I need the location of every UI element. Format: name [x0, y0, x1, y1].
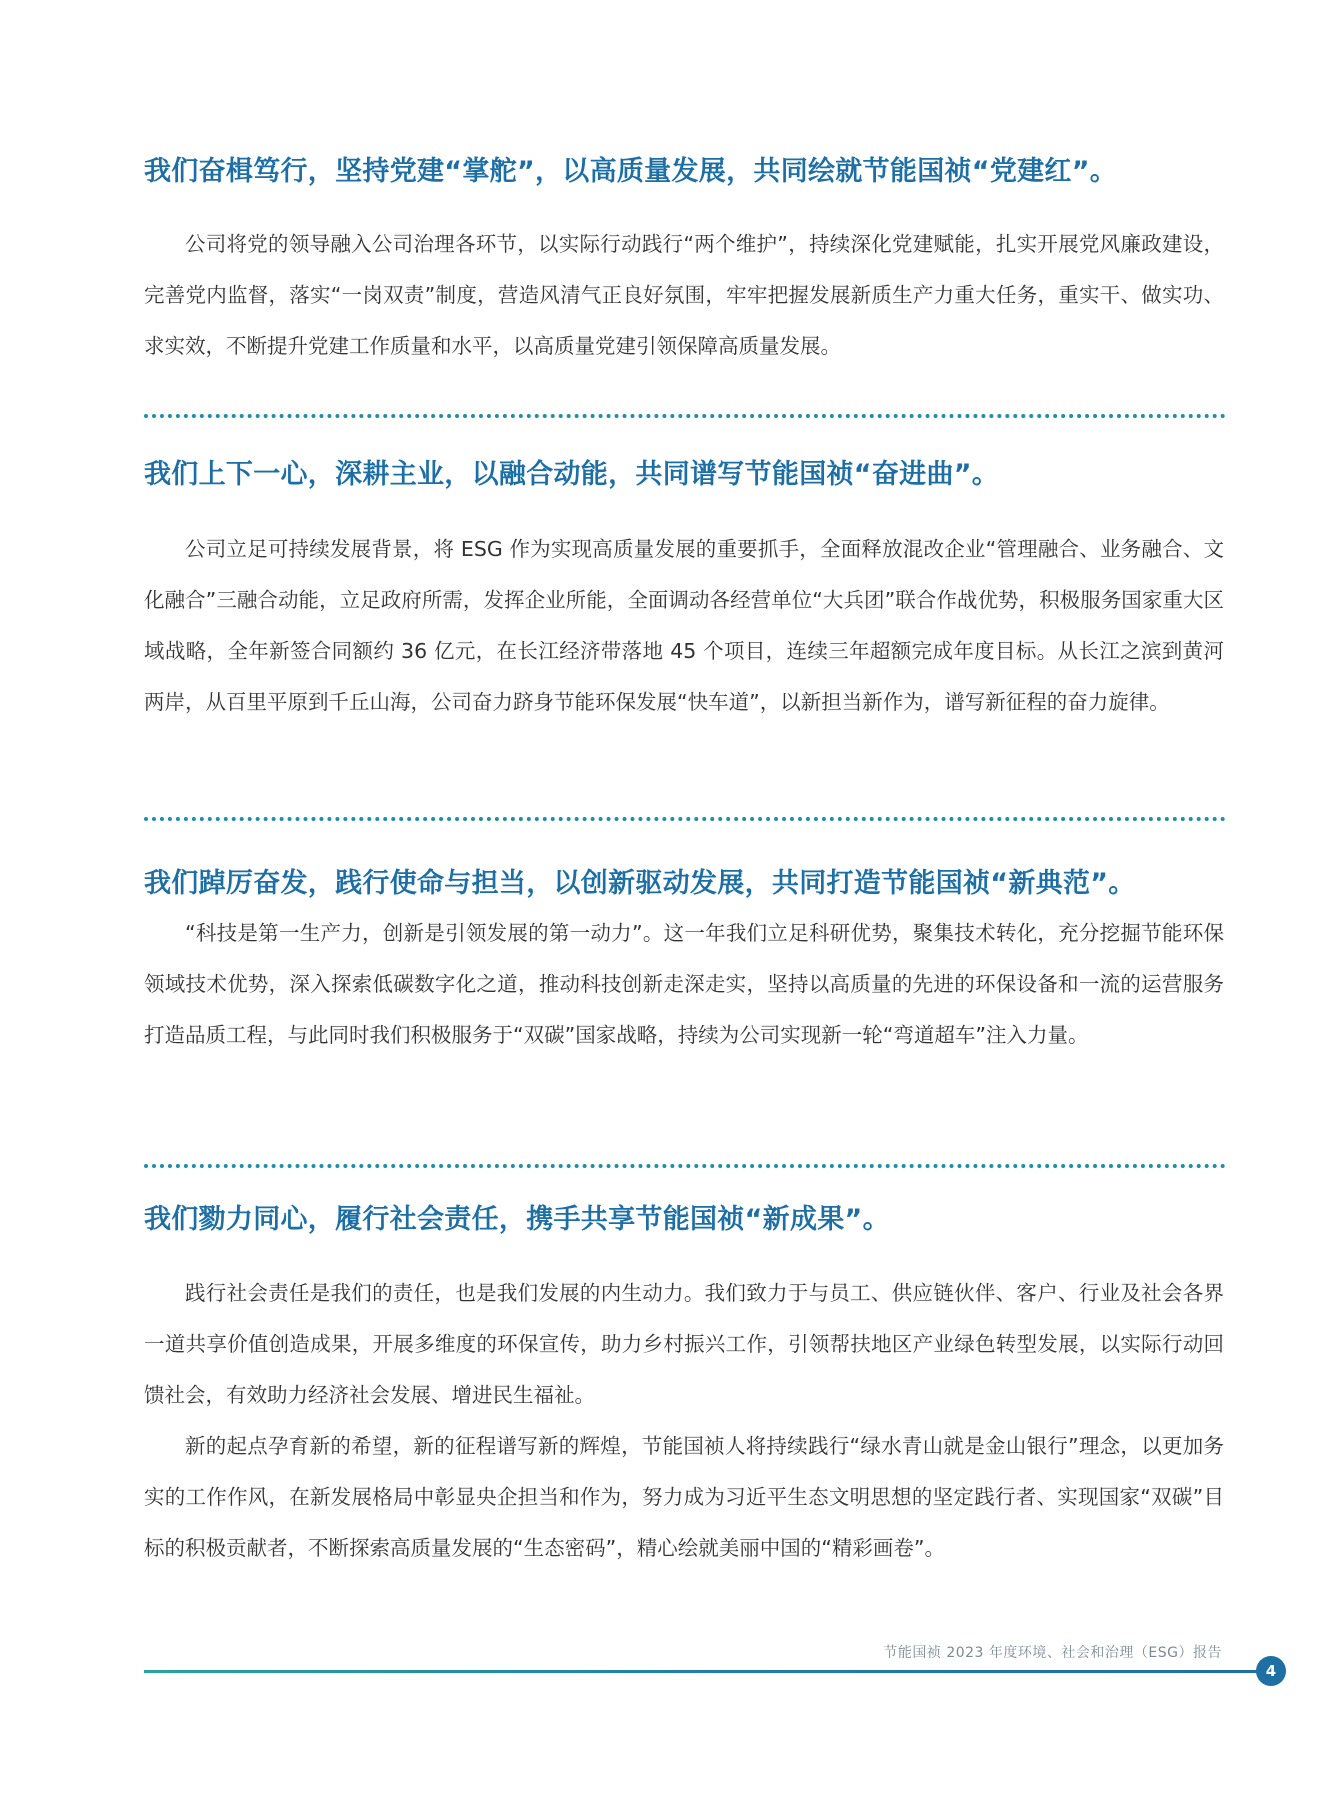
footer-rule: [144, 1670, 1264, 1673]
section-party-building: [144, 152, 1224, 372]
section-body: [144, 1268, 1224, 1574]
dotted-divider: [144, 817, 1226, 821]
paragraph: 公司将党的领导融入公司治理各环节，以实际行动践行“两个维护”，持续深化党建赋能，扎实开展党风廉政建设，完善党内监督，落实“一岗双责”制度，营造风清气正良好氛围，牢牢把握发展新质生产力重大任务，重实干、做实功、求实效，不断提升党建工作质量和水平，以高质量党建引领保障高质量发展。: [144, 232, 1224, 358]
paragraph: 践行社会责任是我们的责任，也是我们发展的内生动力。我们致力于与员工、供应链伙伴、客户、行业及社会各界一道共享价值创造成果，开展多维度的环保宣传，助力乡村振兴工作，引领帮扶地区产业绿色转型发展，以实际行动回馈社会，有效助力经济社会发展、增进民生福祉。: [144, 1281, 1224, 1407]
section-innovation: [144, 864, 1224, 1061]
section-heading: 我们踔厉奋发，践行使命与担当，以创新驱动发展，共同打造节能国祯“新典范”。: [144, 868, 1136, 899]
section-body: [144, 908, 1224, 1061]
section-social-responsibility: [144, 1200, 1224, 1574]
section-main-business: [144, 455, 1224, 728]
paragraph: 公司立足可持续发展背景，将 ESG 作为实现高质量发展的重要抓手，全面释放混改企业“管理融合、业务融合、文化融合”三融合动能，立足政府所需，发挥企业所能，全面调动各经营单位“大兵团”联合作战优势，积极服务国家重大区域战略，全年新签合同额约 36 亿元，在长江经济带落地 45 个项目，连续三年超额完成年度目标。从长江之滨到黄河两岸，从百里平原到千丘山海，公司奋力跻身节能环保发展“快车道”，以新担当新作为，谱写新征程的奋力旋律。: [144, 537, 1224, 714]
dotted-divider: [144, 1164, 1226, 1168]
section-body: [144, 524, 1224, 728]
section-body: [144, 219, 1224, 372]
section-heading: 我们奋楫笃行，坚持党建“掌舵”，以高质量发展，共同绘就节能国祯“党建红”。: [144, 156, 1118, 187]
section-heading: 我们上下一心，深耕主业，以融合动能，共同谱写节能国祯“奋进曲”。: [144, 459, 1000, 490]
page-number-badge: 4: [1256, 1656, 1286, 1686]
section-heading: 我们勠力同心，履行社会责任，携手共享节能国祯“新成果”。: [144, 1204, 890, 1235]
footer-report-title: 节能国祯 2023 年度环境、社会和治理（ESG）报告: [883, 1645, 1222, 1661]
dotted-divider: [144, 414, 1226, 418]
paragraph: 新的起点孕育新的希望，新的征程谱写新的辉煌，节能国祯人将持续践行“绿水青山就是金山银行”理念，以更加务实的工作作风，在新发展格局中彰显央企担当和作为，努力成为习近平生态文明思想的坚定践行者、实现国家“双碳”目标的积极贡献者，不断探索高质量发展的“生态密码”，精心绘就美丽中国的“精彩画卷”。: [144, 1434, 1224, 1560]
paragraph: “科技是第一生产力，创新是引领发展的第一动力”。这一年我们立足科研优势，聚集技术转化，充分挖掘节能环保领域技术优势，深入探索低碳数字化之道，推动科技创新走深走实，坚持以高质量的先进的环保设备和一流的运营服务打造品质工程，与此同时我们积极服务于“双碳”国家战略，持续为公司实现新一轮“弯道超车”注入力量。: [144, 921, 1224, 1047]
